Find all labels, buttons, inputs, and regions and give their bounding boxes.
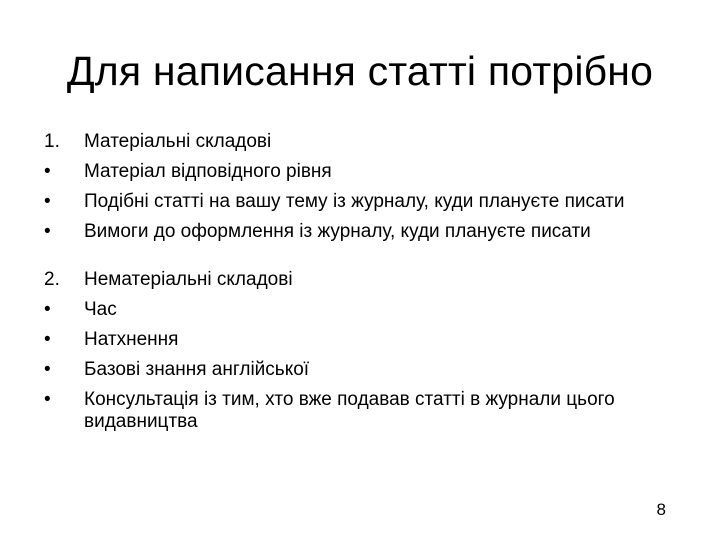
slide-title: Для написання статті потрібно	[66, 48, 654, 94]
list-item-text: Час	[84, 299, 117, 320]
list-item	[44, 299, 684, 321]
list-item-text: Консультація із тим, хто вже подавав статті в журнали цього видавництва	[84, 389, 615, 432]
bullet-icon: •	[44, 389, 51, 410]
list-item	[44, 191, 684, 213]
list-item	[44, 161, 684, 183]
bullet-icon: •	[44, 299, 51, 320]
section-2-heading-text: Нематеріальні складові	[84, 269, 293, 290]
bullet-icon: •	[44, 329, 51, 350]
list-item	[44, 389, 684, 433]
section-1-heading	[44, 131, 684, 153]
slide-content	[44, 131, 684, 441]
bullet-icon: •	[44, 161, 51, 182]
section-2-number: 2.	[44, 269, 60, 290]
list-item-text: Матеріал відповідного рівня	[84, 161, 332, 182]
list-item	[44, 329, 684, 351]
list-item-text: Вимоги до оформлення із журналу, куди плануєте писати	[84, 221, 591, 242]
list-item-text: Натхнення	[84, 329, 179, 350]
page-number: 8	[656, 500, 666, 519]
list-item-text: Базові знання англійської	[84, 359, 310, 380]
bullet-icon: •	[44, 359, 51, 380]
list-item	[44, 359, 684, 381]
section-1-heading-text: Матеріальні складові	[84, 131, 272, 152]
list-item-text: Подібні статті на вашу тему із журналу, куди плануєте писати	[84, 191, 625, 212]
section-2-heading	[44, 269, 684, 291]
bullet-icon: •	[44, 191, 51, 212]
list-item	[44, 221, 684, 243]
bullet-icon: •	[44, 221, 51, 242]
section-1-number: 1.	[44, 131, 60, 152]
